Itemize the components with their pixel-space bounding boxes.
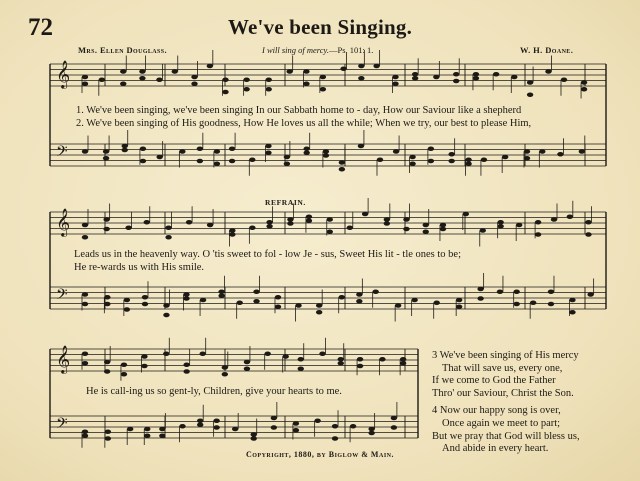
system-3-bass-note: [179, 424, 185, 429]
stanza-3-line-3: If we come to God the Father: [432, 375, 556, 387]
system-2-bass-note: [477, 296, 483, 301]
system-1-treble-note: [340, 66, 346, 71]
system-2-treble-note: [82, 223, 88, 228]
additional-stanzas: [432, 350, 580, 456]
system-1-treble-note: [222, 90, 228, 95]
system-3-bass-note: [332, 436, 338, 441]
system-3-treble-clef-icon: 𝄞: [56, 345, 71, 373]
system-3-bass-note: [197, 418, 203, 423]
system-1-treble-note: [358, 76, 364, 81]
system-1-treble-note: [243, 87, 249, 92]
copyright-notice: Copyright, 1880, by Biglow & Main.: [245, 450, 394, 459]
system-3-treble-note: [264, 351, 270, 356]
system-1-bass-note: [103, 149, 109, 154]
system-3-treble-note: [141, 354, 147, 359]
system-3-bass-note: [350, 424, 356, 429]
system-2-treble-note: [423, 223, 429, 228]
system-2-bass-note: [513, 289, 519, 294]
system-1-bass-note: [214, 149, 220, 154]
system-3-treble-note: [163, 351, 169, 356]
system-1-bass-note: [358, 144, 364, 149]
system-2-bass-note: [295, 303, 301, 308]
system-2-bass-clef-icon: 𝄢: [56, 286, 68, 307]
system-3-bass-note: [232, 427, 238, 432]
system-3-bass-note: [144, 433, 150, 438]
system-1-treble-note: [303, 81, 309, 86]
system-1-bass-note: [465, 161, 471, 166]
system-2-bass-note: [82, 302, 88, 307]
system-1-bass-note: [249, 157, 255, 162]
system-2-bass-note: [569, 298, 575, 303]
system-2-bass-note: [316, 303, 322, 308]
system-2-treble-note: [403, 217, 409, 222]
system-2-treble-note: [229, 232, 235, 237]
system-3-bass-note: [213, 425, 219, 430]
system-2-treble-note: [535, 232, 541, 237]
system-2-treble-note: [306, 218, 312, 223]
system-3-treble-note: [283, 354, 289, 359]
stanza-1-line-a: 1. We've been singing, we've been singing In our Sabbath home to - day, How our Saviour like a shepherd: [76, 105, 522, 116]
system-2-bass-note: [513, 302, 519, 307]
system-1-bass-note: [448, 159, 454, 164]
system-2-treble-note: [440, 223, 446, 228]
system-1-treble-note: [156, 77, 162, 82]
system-2-treble-note: [266, 220, 272, 225]
system-3-treble-note: [298, 357, 304, 362]
system-2-treble-note: [229, 228, 235, 233]
composer-credit: W. H. Doane.: [520, 45, 574, 55]
system-3-bass-note: [105, 429, 111, 434]
system-3-bass-note: [271, 425, 277, 430]
stanza-4-line-3: But we pray that God will bless us,: [432, 430, 580, 442]
system-1-treble-note: [493, 72, 499, 77]
system-2-bass-note: [124, 307, 130, 312]
system-1-bass-note: [197, 159, 203, 164]
system-3-treble-note: [244, 366, 250, 371]
system-3-bass-note: [197, 422, 203, 427]
system-1-treble-note: [581, 87, 587, 92]
system-2-bass-note: [456, 304, 462, 309]
system-2-treble-note: [480, 228, 486, 233]
system-3-treble-note: [298, 366, 304, 371]
system-1-bass-note: [140, 146, 146, 151]
system-1-bass-note: [229, 159, 235, 164]
system-2-bass-note: [236, 300, 242, 305]
system-1-bass-note: [393, 149, 399, 154]
system-2-treble-note: [535, 220, 541, 225]
system-1-treble-note: [453, 79, 459, 84]
system-2-treble-note: [165, 225, 171, 230]
system-3-treble-note: [121, 362, 127, 367]
system-3-bass-note: [391, 425, 397, 430]
system-1-bass-note: [557, 152, 563, 157]
system-2-bass-note: [569, 310, 575, 315]
system-1-bass-note: [304, 146, 310, 151]
system-3-bass-note: [251, 432, 257, 437]
system-2-treble-note: [384, 221, 390, 226]
system-1-bass-note: [197, 146, 203, 151]
system-1-treble-note: [511, 75, 517, 80]
system-2-bass-note: [356, 299, 362, 304]
system-3-bass-note: [332, 424, 338, 429]
system-3-bass-note: [368, 431, 374, 436]
system-2-treble-note: [440, 227, 446, 232]
system-2-bass-note: [587, 292, 593, 297]
system-2-bass-note: [411, 298, 417, 303]
stanza-4-line-1: 4 Now our happy song is over,: [432, 405, 561, 417]
system-3-treble-note: [379, 357, 385, 362]
system-1-bass-note: [409, 155, 415, 160]
system-2-treble-note: [585, 232, 591, 237]
system-2-bass-note: [253, 289, 259, 294]
system-2-treble-note: [403, 227, 409, 232]
system-2-bass-note: [372, 289, 378, 294]
system-1-treble-note: [82, 81, 88, 86]
system-2-bass-note: [477, 287, 483, 292]
system-2-bass-note: [339, 295, 345, 300]
system-2-bass-note: [530, 300, 536, 305]
system-2-treble-note: [144, 220, 150, 225]
system-3-bass-note: [213, 418, 219, 423]
system-2-treble-note: [287, 217, 293, 222]
system-1-bass-note: [465, 157, 471, 162]
system-3-bass-note: [144, 427, 150, 432]
system-1-treble-note: [473, 72, 479, 77]
system-2-bass-note: [275, 295, 281, 300]
system-1-treble-note: [433, 75, 439, 80]
system-2-treble-note: [306, 214, 312, 219]
system-1-treble-note: [358, 64, 364, 69]
system-2-treble-note: [125, 225, 131, 230]
system-1-treble-note: [373, 64, 379, 69]
system-1-bass-note: [214, 161, 220, 166]
system-2-treble-note: [165, 235, 171, 240]
system-1-bass-clef-icon: 𝄢: [56, 143, 68, 164]
system-3-treble-note: [141, 364, 147, 369]
system-2-treble-note: [567, 214, 573, 219]
system-1-bass-note: [448, 152, 454, 157]
system-1-bass-note: [122, 148, 128, 153]
system-3-treble-note: [357, 357, 363, 362]
system-3-treble-note: [357, 364, 363, 369]
system-2-bass-note: [456, 298, 462, 303]
system-1-treble-note: [191, 75, 197, 80]
stanza-3-line-1: 3 We've been singing of His mercy: [432, 350, 579, 361]
system-1-treble-note: [412, 72, 418, 77]
stanza-2-line-a: 2. We've been singing of His goodness, How He loves us all the while; When we try, our best to please Him,: [76, 118, 532, 129]
system-2-treble-note: [327, 229, 333, 234]
system-1-bass-note: [179, 149, 185, 154]
system-3-treble-note: [244, 360, 250, 365]
system-2-treble-note: [207, 223, 213, 228]
system-3-bass-note: [271, 416, 277, 421]
system-1-bass-note: [428, 159, 434, 164]
system-2-treble-note: [551, 217, 557, 222]
system-1-treble-note: [99, 77, 105, 82]
system-1-treble-note: [139, 76, 145, 81]
system-1-treble-note: [266, 87, 272, 92]
system-3-bass-note: [105, 436, 111, 441]
system-1-bass-note: [156, 155, 162, 160]
system-1-treble-note: [120, 69, 126, 74]
system-1-bass-note: [502, 155, 508, 160]
system-3-treble-note: [183, 362, 189, 367]
system-1-treble-note: [303, 69, 309, 74]
stanza-2-line-b: He re-wards us with His smile.: [74, 262, 205, 273]
system-1-bass-note: [323, 153, 329, 158]
system-2-bass-note: [142, 295, 148, 300]
system-2-treble-note: [585, 220, 591, 225]
system-3-bass-note: [368, 427, 374, 432]
system-1-bass-note: [579, 149, 585, 154]
system-2-treble-note: [423, 229, 429, 234]
system-1-treble-note: [412, 76, 418, 81]
system-2-bass-note: [200, 298, 206, 303]
system-1-treble-note: [392, 75, 398, 80]
stanza-4-line-2: Once again we meet to part;: [442, 417, 561, 429]
system-2-treble-note: [82, 235, 88, 240]
system-2-bass-note: [434, 300, 440, 305]
system-2-treble-note: [384, 217, 390, 222]
system-1-bass-note: [339, 167, 345, 172]
system-2-treble-note: [463, 212, 469, 217]
system-1-treble-note: [191, 81, 197, 86]
system-2-treble-note: [327, 217, 333, 222]
system-3-bass-clef-icon: 𝄢: [56, 415, 68, 436]
system-1-treble-note: [527, 80, 533, 85]
system-2-bass-note: [218, 289, 224, 294]
system-2-bass-note: [218, 293, 224, 298]
system-3-treble-note: [338, 357, 344, 362]
system-2-treble-note: [347, 225, 353, 230]
system-1-treble-note: [139, 69, 145, 74]
system-2-bass-note: [497, 289, 503, 294]
chorus-line: He is call-ing us so gent-ly, Children, give your hearts to me.: [86, 386, 342, 397]
system-2-bass-note: [548, 289, 554, 294]
system-1-bass-note: [229, 146, 235, 151]
system-1-treble-note: [266, 77, 272, 82]
system-2-treble-note: [497, 220, 503, 225]
system-3-bass-note: [127, 427, 133, 432]
system-1-bass-note: [265, 150, 271, 155]
system-1-bass-note: [481, 157, 487, 162]
system-2-treble-note: [266, 224, 272, 229]
system-1-bass-note: [409, 161, 415, 166]
hymn-number: 72: [28, 14, 53, 41]
system-1-bass-note: [428, 146, 434, 151]
system-3-treble-note: [338, 361, 344, 366]
system-1-bass-note: [377, 157, 383, 162]
system-2-bass-note: [124, 298, 130, 303]
system-2-bass-note: [356, 292, 362, 297]
system-3-bass-note: [391, 416, 397, 421]
system-1-bass-note: [122, 144, 128, 149]
system-3-bass-note: [314, 418, 320, 423]
scripture-citation: —Ps. 101: 1.: [328, 45, 374, 55]
system-1-bass-note: [265, 144, 271, 149]
system-2-treble-note: [516, 223, 522, 228]
system-1-bass-note: [103, 156, 109, 161]
system-1-treble-note: [82, 75, 88, 80]
scripture-reference: [262, 45, 373, 55]
system-3-bass-note: [293, 428, 299, 433]
system-2-bass-note: [183, 296, 189, 301]
stanza-4-line-4: And abide in every heart.: [442, 443, 549, 455]
system-3-treble-note: [82, 351, 88, 356]
system-2-treble-note: [362, 212, 368, 217]
system-2-bass-note: [142, 302, 148, 307]
system-3-treble-note: [183, 369, 189, 374]
system-1-treble-note: [561, 77, 567, 82]
system-2-treble-note: [249, 225, 255, 230]
scripture-quote: I will sing of mercy.: [262, 45, 329, 55]
system-3-treble-note: [222, 372, 228, 377]
system-2-treble-clef-icon: 𝄞: [56, 208, 71, 236]
system-1-bass-note: [323, 149, 329, 154]
stanza-1-line-b: Leads us in the heavenly way. O 'tis sweet to fol - low Je - sus, Sweet His lit - tle ones to be;: [74, 249, 462, 260]
refrain-label: REFRAIN.: [265, 198, 306, 207]
system-1-treble-note: [320, 87, 326, 92]
system-1-treble-note: [581, 80, 587, 85]
system-1-bass-note: [82, 149, 88, 154]
system-1-treble-clef-icon: 𝄞: [56, 60, 71, 88]
system-2-treble-note: [497, 224, 503, 229]
system-2-bass-note: [183, 292, 189, 297]
system-1-treble-note: [545, 69, 551, 74]
system-3-bass-note: [82, 429, 88, 434]
system-1-treble-note: [453, 72, 459, 77]
lyricist-credit: Mrs. Ellen Douglass.: [78, 45, 168, 55]
stanza-3-line-2: That will save us, every one,: [442, 362, 563, 374]
system-3-bass-note: [82, 433, 88, 438]
system-2-treble-note: [186, 220, 192, 225]
system-1-bass-note: [304, 150, 310, 155]
stanza-3-line-4: Thro' our Saviour, Christ the Son.: [432, 387, 574, 399]
system-1-treble-note: [243, 77, 249, 82]
system-1-treble-note: [207, 64, 213, 69]
system-3-bass-note: [251, 436, 257, 441]
system-1-treble-note: [286, 69, 292, 74]
system-1-treble-note: [222, 77, 228, 82]
system-1-bass-note: [539, 149, 545, 154]
system-3-treble-note: [82, 361, 88, 366]
system-1-treble-note: [473, 76, 479, 81]
system-2-bass-note: [395, 303, 401, 308]
hymn-title: We've been Singing.: [227, 15, 413, 39]
system-1-bass-note: [140, 159, 146, 164]
system-2-bass-note: [275, 304, 281, 309]
system-1-treble-note: [527, 92, 533, 97]
system-1-treble-note: [320, 75, 326, 80]
system-2-treble-note: [103, 217, 109, 222]
system-2-bass-note: [82, 292, 88, 297]
system-2-bass-note: [163, 303, 169, 308]
system-3-bass-note: [293, 421, 299, 426]
system-2-bass-note: [316, 310, 322, 315]
system-3-treble-note: [200, 351, 206, 356]
system-2-treble-note: [103, 227, 109, 232]
system-1-treble-note: [392, 81, 398, 86]
system-2-bass-note: [548, 302, 554, 307]
system-2-bass-note: [253, 299, 259, 304]
system-2-bass-note: [163, 313, 169, 318]
system-1-bass-note: [339, 160, 345, 165]
system-3-treble-note: [121, 372, 127, 377]
system-2-treble-note: [287, 221, 293, 226]
system-1-treble-note: [172, 69, 178, 74]
system-3-treble-note: [319, 351, 325, 356]
system-1-treble-note: [120, 81, 126, 86]
